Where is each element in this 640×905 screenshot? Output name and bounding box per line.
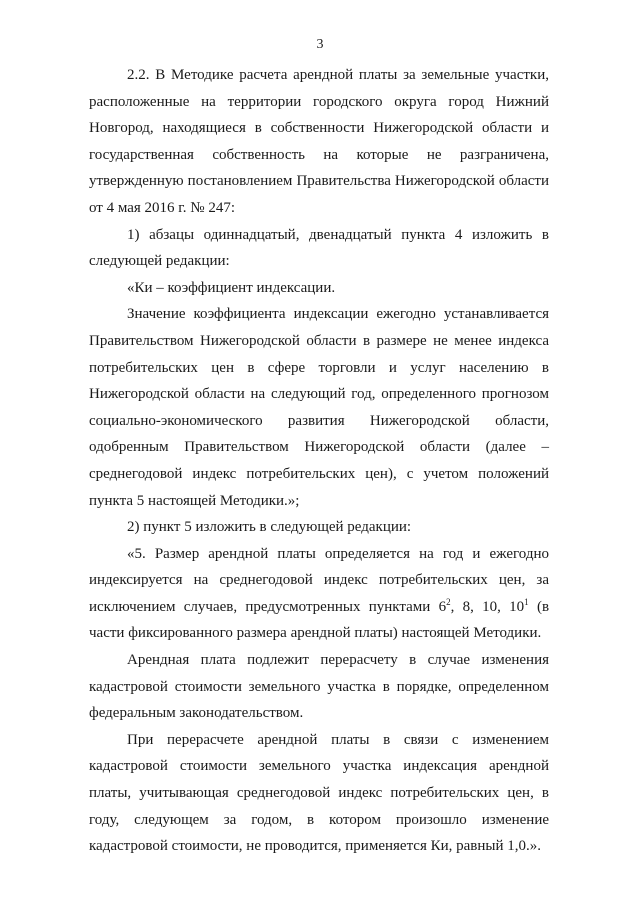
point-5-text-part1: «5. Размер арендной платы определяется на год и ежегодно индексируется на среднегодовой индекс потребительских цен, за исключением случаев, предусмотренных пунктами 6 [89,545,549,615]
document-body [89,62,549,860]
point-5-text-part2: , 8, 10, 10 [450,598,525,615]
paragraph-point-5 [89,541,549,647]
paragraph-indexation-value: Значение коэффициента индексации ежегодно устанавливается Правительством Нижегородской области в размере не менее индекса потребительских цен в сфере торговли и услуг населению в Нижегородской области на следующий год, определенного прогнозом социально-экономического развития Нижегородской области, одобренным Правительством Нижегородской области (далее – среднегодовой индекс потребительских цен), с учетом положений пункта 5 настоящей Методики.»; [89,306,549,509]
paragraph-item-1: 1) абзацы одиннадцатый, двенадцатый пункта 4 изложить в следующей редакции: [89,226,549,270]
paragraph-recalculation: Арендная плата подлежит перерасчету в случае изменения кадастровой стоимости земельного участка в порядке, определенном федеральным законодательством. [89,652,549,722]
point-5-text-part3: (в части фиксированного размера арендной платы) настоящей Методики. [89,598,550,642]
paragraph-methodology-amendment: 2.2. В Методике расчета арендной платы за земельные участки, расположенные на территории городского округа город Нижний Новгород, находящиеся в собственности Нижегородской области и государственная собственность на которые не разграничена, утвержденную постановлением Правительства Нижегородской области от 4 мая 2016 г. № 247: [89,67,549,216]
paragraph-recalculation-indexation: При перерасчете арендной платы в связи с изменением кадастровой стоимости земельного участка индексация арендной платы, учитывающая среднегодовой индекс потребительских цен, в году, следующем за годом, в котором произошло изменение кадастровой стоимости, не проводится, применяется Ки, равный 1,0.». [89,731,549,855]
superscript-2: 2 [446,596,451,607]
paragraph-ki-definition: «Ки – коэффициент индексации. [127,279,336,296]
paragraph-item-2: 2) пункт 5 изложить в следующей редакции: [127,519,412,536]
page-number: 3 [316,37,324,52]
superscript-1: 1 [524,596,529,607]
